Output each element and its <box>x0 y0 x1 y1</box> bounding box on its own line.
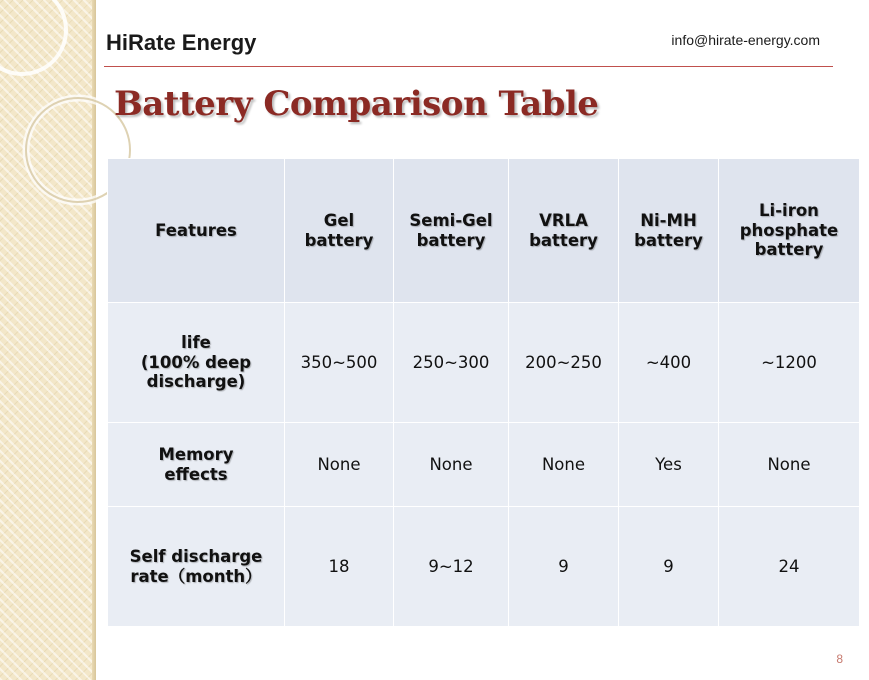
comparison-table <box>107 158 860 627</box>
table-cell: 9 <box>509 507 619 627</box>
table-header-row <box>108 159 860 303</box>
header-cell-features: Features <box>108 159 285 303</box>
table-cell: 9~12 <box>394 507 509 627</box>
brand-name: HiRate Energy <box>106 30 257 55</box>
table-row <box>108 507 860 627</box>
header-cell-li-iron: Li-iron phosphate battery <box>719 159 860 303</box>
page-title: Battery Comparison Table <box>114 84 599 124</box>
header-cell-semi-gel: Semi-Gel battery <box>394 159 509 303</box>
table-cell: 24 <box>719 507 860 627</box>
header-cell-gel: Gel battery <box>285 159 394 303</box>
table-row <box>108 423 860 507</box>
table-cell: 200~250 <box>509 303 619 423</box>
page-number: 8 <box>836 652 843 666</box>
row-label-life: life (100% deep discharge) <box>108 303 285 423</box>
header-cell-vrla: VRLA battery <box>509 159 619 303</box>
header-cell-ni-mh: Ni-MH battery <box>619 159 719 303</box>
table-cell: 350~500 <box>285 303 394 423</box>
table-cell: 9 <box>619 507 719 627</box>
table-cell: Yes <box>619 423 719 507</box>
table-cell: ~1200 <box>719 303 860 423</box>
table-cell: None <box>719 423 860 507</box>
table-cell: None <box>394 423 509 507</box>
header-divider <box>104 66 833 67</box>
row-label-memory-effects: Memory effects <box>108 423 285 507</box>
table-cell: 250~300 <box>394 303 509 423</box>
table-cell: None <box>509 423 619 507</box>
contact-email: info@hirate-energy.com <box>671 32 820 48</box>
table-cell: ~400 <box>619 303 719 423</box>
table-cell: 18 <box>285 507 394 627</box>
table-row <box>108 303 860 423</box>
row-label-self-discharge: Self discharge rate（month） <box>108 507 285 627</box>
table-cell: None <box>285 423 394 507</box>
